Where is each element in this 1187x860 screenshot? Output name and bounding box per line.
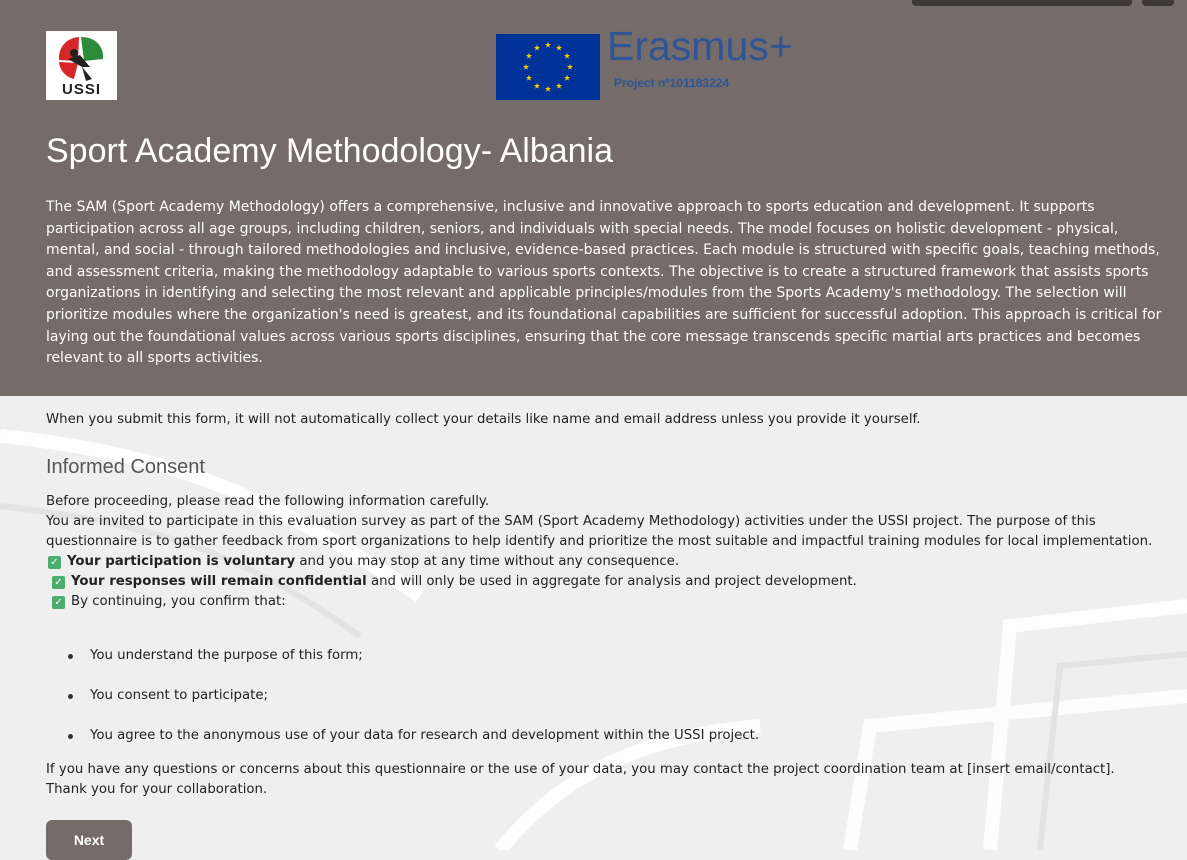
check-mark-icon: ✓ <box>52 596 65 609</box>
project-number: Project nº101183224 <box>614 76 730 90</box>
check-item-confirm <box>52 592 1156 612</box>
bullet-icon <box>68 694 73 699</box>
check-mark-icon: ✓ <box>48 556 61 569</box>
list-item-text: You understand the purpose of this form; <box>90 648 363 663</box>
list-item <box>68 646 759 686</box>
ussi-logo-text: USSI <box>61 81 101 98</box>
ussi-logo <box>46 31 117 100</box>
check-item-bold: Your participation is voluntary <box>67 554 296 569</box>
check-item-confidential <box>52 572 1156 592</box>
erasmus-plus-logo: Erasmus+ <box>607 23 793 69</box>
form-title: Sport Academy Methodology- Albania <box>46 132 614 170</box>
list-item-text: You agree to the anonymous use of your data for research and development within the USSI project. <box>90 728 760 743</box>
form-description: The SAM (Sport Academy Methodology) offers a comprehensive, inclusive and innovative approach to sports education and development. It supports participation across all age groups, including children, seniors, and individuals with special needs. The model focuses on holistic development - physical, mental, and social - through tailored methodologies and inclusive, evidence-based practices. Each module is structured with specific goals, teaching methods, and assessment criteria, making the methodology adaptable to various sports contexts. The objective is to create a structured framework that assists sports organizations in identifying and selecting the most relevant and applicable principles/modules from the Sports Academy's methodology. The selection will prioritize modules where the organization's need is greatest, and its foundational capabilities are sufficient for successful adoption. This approach is critical for laying out the foundational values across various sports disciplines, ensuring that the core message transcends specific martial arts practices and becomes relevant to all sports activities. <box>46 199 1162 367</box>
section-title: Informed Consent <box>46 456 205 478</box>
check-item-text: By continuing, you confirm that: <box>71 594 286 609</box>
check-item-bold: Your responses will remain confidential <box>71 574 367 589</box>
bullet-icon <box>68 654 73 659</box>
check-item-text: and you may stop at any time without any consequence. <box>295 554 680 569</box>
top-toolbar-pill[interactable] <box>912 0 1132 6</box>
check-item-voluntary <box>48 552 1156 572</box>
check-item-text: and will only be used in aggregate for analysis and project development. <box>366 574 857 589</box>
bullet-icon <box>68 734 73 739</box>
thanks-text: Thank you for your collaboration. <box>46 782 268 797</box>
consent-footer <box>46 760 1115 800</box>
consent-intro-2: You are invited to participate in this evaluation survey as part of the SAM (Sport Academy Methodology) activities under the USSI project. The purpose of this questionnaire is to gather feedback from sport organizations to help identify and prioritize the most suitable and impactful training modules for local implementation. <box>46 514 1153 549</box>
form-header <box>0 0 1187 396</box>
contact-text: If you have any questions or concerns about this questionnaire or the use of your data, you may contact the project coordination team at [insert email/contact]. <box>46 762 1115 777</box>
check-mark-icon: ✓ <box>52 576 65 589</box>
eu-flag-icon <box>496 34 600 100</box>
top-toolbar-button[interactable] <box>1142 0 1174 6</box>
next-button[interactable]: Next <box>46 820 132 860</box>
consent-intro-1: Before proceeding, please read the following information carefully. <box>46 494 490 509</box>
confirmation-list <box>68 646 759 766</box>
list-item-text: You consent to participate; <box>90 688 269 703</box>
consent-text <box>46 492 1156 612</box>
list-item <box>68 686 759 726</box>
privacy-notice: When you submit this form, it will not automatically collect your details like name and email address unless you provide it yourself. <box>46 412 921 427</box>
